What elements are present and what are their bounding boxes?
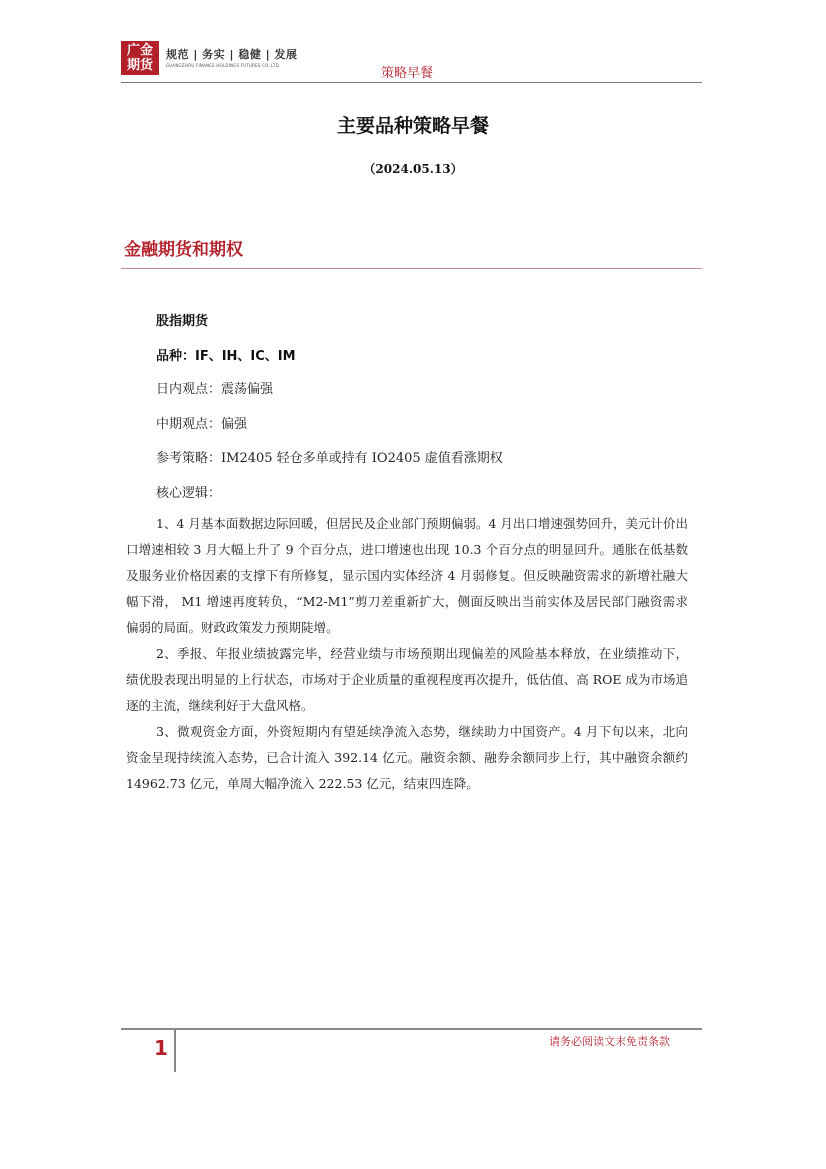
header-divider	[121, 82, 702, 83]
logo-text-line1: 广金	[126, 43, 153, 58]
midterm-view-line: 中期观点：偏强	[156, 417, 248, 432]
intraday-view-line: 日内观点：震荡偏强	[156, 382, 274, 397]
core-logic-label: 核心逻辑：	[156, 486, 222, 501]
logo-text-line2: 期货	[126, 58, 153, 73]
sub-heading: 股指期货	[156, 314, 209, 329]
logic-paragraph-2: 2、季报、年报业绩披露完毕，经营业绩与市场预期出现偏差的风险基本释放，在业绩推动下，绩优股表现出明显的上行状态，市场对于企业质量的重视程度再次提升，低估值、高 ROE 成为市场追逐的主流，继续利好于大盘风格。	[126, 646, 688, 713]
strategy-line: 参考策略：IM2405 轻仓多单或持有 IO2405 虚值看涨期权	[156, 451, 503, 466]
footer-vertical-bar	[174, 1030, 176, 1072]
company-english-name: GUANGZHOU FINANCE HOLDINGS FUTURES CO.,LTD.	[166, 63, 281, 68]
company-logo	[121, 41, 159, 75]
disclaimer-link: 请务必阅读文末免责条款	[549, 1035, 670, 1048]
logic-paragraph-3: 3、微观资金方面，外资短期内有望延续净流入态势，继续助力中国资产。4 月下旬以来，北向资金呈现持续流入态势，已合计流入 392.14 亿元。融资余额、融券余额同步上行，其中融资余额约 14962.73 亿元，单周大幅净流入 222.53 亿元，结束四连降。	[126, 724, 688, 791]
page-number: 1	[154, 1036, 168, 1060]
company-slogan: 规范 | 务实 | 稳健 | 发展	[166, 48, 298, 61]
document-title: 主要品种策略早餐	[336, 115, 489, 137]
section-divider	[121, 268, 702, 269]
header-category: 策略早餐	[381, 66, 434, 81]
section-heading: 金融期货和期权	[124, 240, 243, 260]
variety-line: 品种：IF、IH、IC、IM	[156, 349, 296, 364]
document-date: （2024.05.13）	[363, 162, 463, 176]
logic-paragraph-1: 1、4 月基本面数据边际回暖，但居民及企业部门预期偏弱。4 月出口增速强势回升，美元计价出口增速相较 3 月大幅上升了 9 个百分点，进口增速也出现 10.3 个百分点的明显回升。通胀在低基数及服务业价格因素的支撑下有所修复，显示国内实体经济 4 月弱修复。但反映融资需求的新增社融大幅下滑， M1 增速再度转负，“M2-M1”剪刀差重新扩大，侧面反映出当前实体及居民部门融资需求偏弱的局面。财政政策发力预期陡增。	[126, 516, 688, 635]
footer-divider	[121, 1028, 702, 1030]
